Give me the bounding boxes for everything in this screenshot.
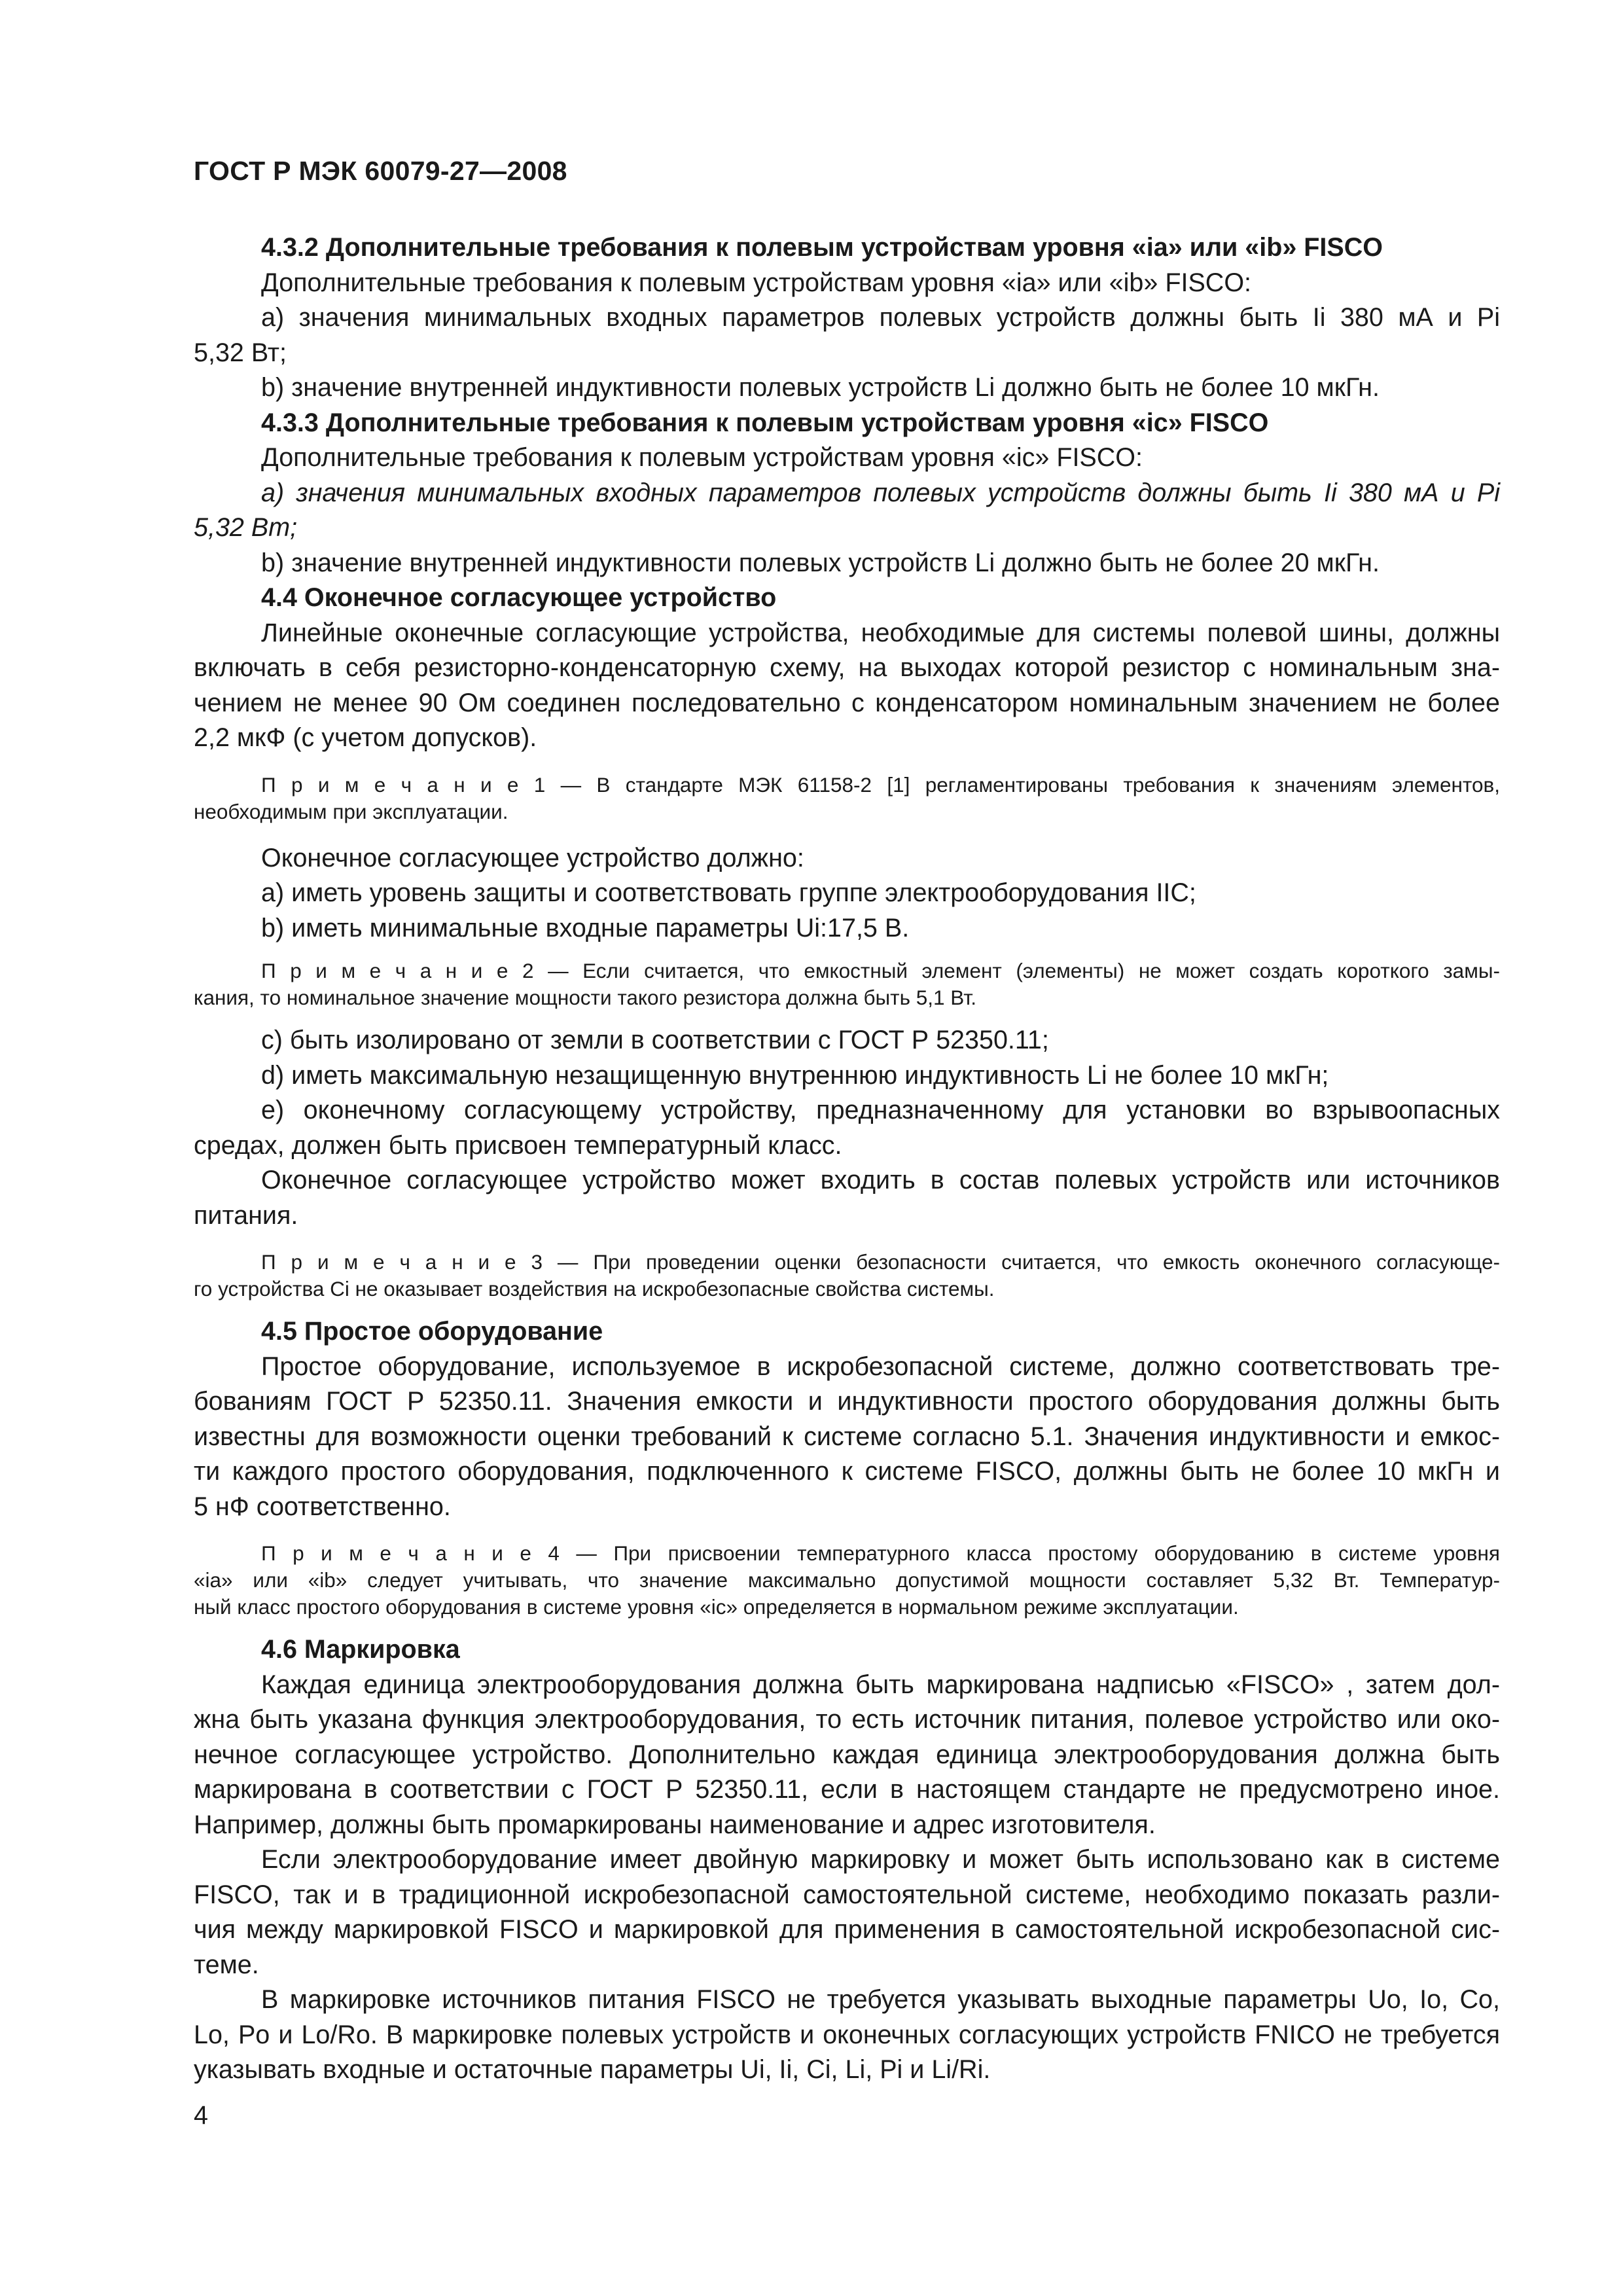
spacer <box>194 825 1500 841</box>
text-line: 5,32 Вт; <box>194 338 287 367</box>
text-line: a) иметь уровень защиты и соответствовать группе электрооборудования IIC; <box>261 878 1196 907</box>
text-line: Дополнительные требования к полевым устройствам уровня «ia» или «ib» FISCO: <box>261 268 1252 297</box>
text-line: Каждая единица электрооборудования должна быть маркирована надписью «FISCO» , затем дол- <box>261 1670 1500 1699</box>
spacer <box>194 1621 1500 1632</box>
text-line: указывать входные и остаточные параметры Ui, Ii, Ci, Li, Pi и Li/Ri. <box>194 2055 991 2084</box>
text-line: b) значение внутренней индуктивности полевых устройств Li должно быть не более 20 мкГн. <box>261 548 1380 577</box>
text-line: Lo, Po и Lo/Ro. В маркировке полевых устройств и оконечных согласующих устройств FNICO не требуется <box>194 2020 1500 2049</box>
spacer <box>194 1011 1500 1023</box>
spacer <box>194 1524 1500 1540</box>
text-line: Простое оборудование, используемое в искробезопасной системе, должно соответствовать тре- <box>261 1352 1500 1381</box>
text-line: 2,2 мкФ (с учетом допусков). <box>194 723 537 752</box>
section-heading: 4.6 Маркировка <box>261 1635 460 1664</box>
text-line: d) иметь максимальную незащищенную внутреннюю индуктивность Li не более 10 мкГн; <box>261 1060 1329 1090</box>
text-line: b) иметь минимальные входные параметры Ui:17,5 В. <box>261 913 910 942</box>
spacer <box>194 756 1500 772</box>
text-line: b) значение внутренней индуктивности полевых устройств Li должно быть не более 10 мкГн. <box>261 373 1380 402</box>
text-line: известны для возможности оценки требований к системе согласно 5.1. Значения индуктивности и емкос- <box>194 1422 1500 1451</box>
spacer <box>194 1302 1500 1314</box>
section-heading: 4.3.3 Дополнительные требования к полевым устройствам уровня «ic» FISCO <box>261 408 1269 437</box>
text-line: a) значения минимальных входных параметров полевых устройств должны быть Ii 380 мА и Pi <box>261 478 1500 507</box>
text-line: ти каждого простого оборудования, подключенного к системе FISCO, должны быть не более 10 мкГн и <box>194 1457 1500 1486</box>
text-line: включать в себя резисторно-конденсаторную схему, на выходах которой резистор с номинальным зна- <box>194 653 1500 682</box>
section-heading: 4.3.2 Дополнительные требования к полевым устройствам уровня «ia» или «ib» FISCO <box>261 233 1383 262</box>
note-line: П р и м е ч а н и е 1 — В стандарте МЭК 61158-2 [1] регламентированы требования к значениям элементов, <box>261 772 1500 797</box>
section-heading: 4.5 Простое оборудование <box>261 1317 603 1346</box>
spacer <box>194 946 1500 958</box>
text-line: В маркировке источников питания FISCO не требуется указывать выходные параметры Uo, Io, Co, <box>261 1985 1500 2014</box>
text-line: бованиям ГОСТ Р 52350.11. Значения емкости и индуктивности простого оборудования должны быть <box>194 1387 1500 1416</box>
text-line: Оконечное согласующее устройство может входить в состав полевых устройств или источников <box>261 1166 1500 1194</box>
text-line: маркирована в соответствии с ГОСТ Р 52350.11, если в настоящем стандарте не предусмотрено иное. <box>194 1775 1500 1804</box>
text-line: нечное согласующее устройство. Дополнительно каждая единица электрооборудования должна быть <box>194 1740 1500 1769</box>
note-line: П р и м е ч а н и е 3 — При проведении оценки безопасности считается, что емкость оконечного согласующе- <box>261 1250 1500 1274</box>
text-line: Дополнительные требования к полевым устройствам уровня «ic» FISCO: <box>261 443 1143 472</box>
text-line: Оконечное согласующее устройство должно: <box>261 843 804 872</box>
text-line: e) оконечному согласующему устройству, предназначенному для установки во взрывоопасных <box>261 1096 1500 1124</box>
note-line: П р и м е ч а н и е 4 — При присвоении температурного класса простому оборудованию в системе уровня <box>261 1541 1500 1565</box>
note-line: «ia» или «ib» следует учитывать, что значение максимально допустимой мощности составляет 5,32 Вт. Температур- <box>194 1568 1500 1592</box>
text-line: a) значения минимальных входных параметров полевых устройств должны быть Ii 380 мА и Pi <box>261 303 1500 332</box>
note-line: ный класс простого оборудования в системе уровня «ic» определяется в нормальном режиме эксплуатации. <box>194 1595 1239 1619</box>
note-line: необходимым при эксплуатации. <box>194 799 508 823</box>
page-number: 4 <box>194 2101 208 2130</box>
text-line: теме. <box>194 1950 259 1979</box>
text-line: питания. <box>194 1200 298 1230</box>
note-line: П р и м е ч а н и е 2 — Если считается, что емкостный элемент (элементы) не может создать короткого замы- <box>261 959 1500 982</box>
text-line: 5 нФ соответственно. <box>194 1492 451 1521</box>
text-line: чия между маркировкой FISCO и маркировкой для применения в самостоятельной искробезопасной сис- <box>194 1915 1500 1944</box>
text-line: FISCO, так и в традиционной искробезопасной самостоятельной системе, необходимо показать разли- <box>194 1880 1500 1909</box>
note-line: го устройства Ci не оказывает воздействия на искробезопасные свойства системы. <box>194 1277 995 1300</box>
document-body <box>194 230 1500 2088</box>
text-line: жна быть указана функция электрооборудования, то есть источник питания, полевое устройство или око- <box>194 1705 1500 1734</box>
text-line: средах, должен быть присвоен температурный класс. <box>194 1130 842 1160</box>
text-line: c) быть изолировано от земли в соответствии с ГОСТ Р 52350.11; <box>261 1026 1049 1054</box>
note-line: кания, то номинальное значение мощности такого резистора должна быть 5,1 Вт. <box>194 986 976 1009</box>
text-line: 5,32 Вт; <box>194 513 298 542</box>
text-line: Например, должны быть промаркированы наименование и адрес изготовителя. <box>194 1810 1156 1839</box>
section-heading: 4.4 Оконечное согласующее устройство <box>261 583 777 612</box>
spacer <box>194 1233 1500 1249</box>
text-line: чением не менее 90 Ом соединен последовательно с конденсатором номинальным значением не более <box>194 688 1500 717</box>
standard-designation: ГОСТ Р МЭК 60079-27—2008 <box>194 156 567 186</box>
text-line: Линейные оконечные согласующие устройства, необходимые для системы полевой шины, должны <box>261 618 1500 647</box>
text-line: Если электрооборудование имеет двойную маркировку и может быть использовано как в системе <box>261 1845 1500 1874</box>
